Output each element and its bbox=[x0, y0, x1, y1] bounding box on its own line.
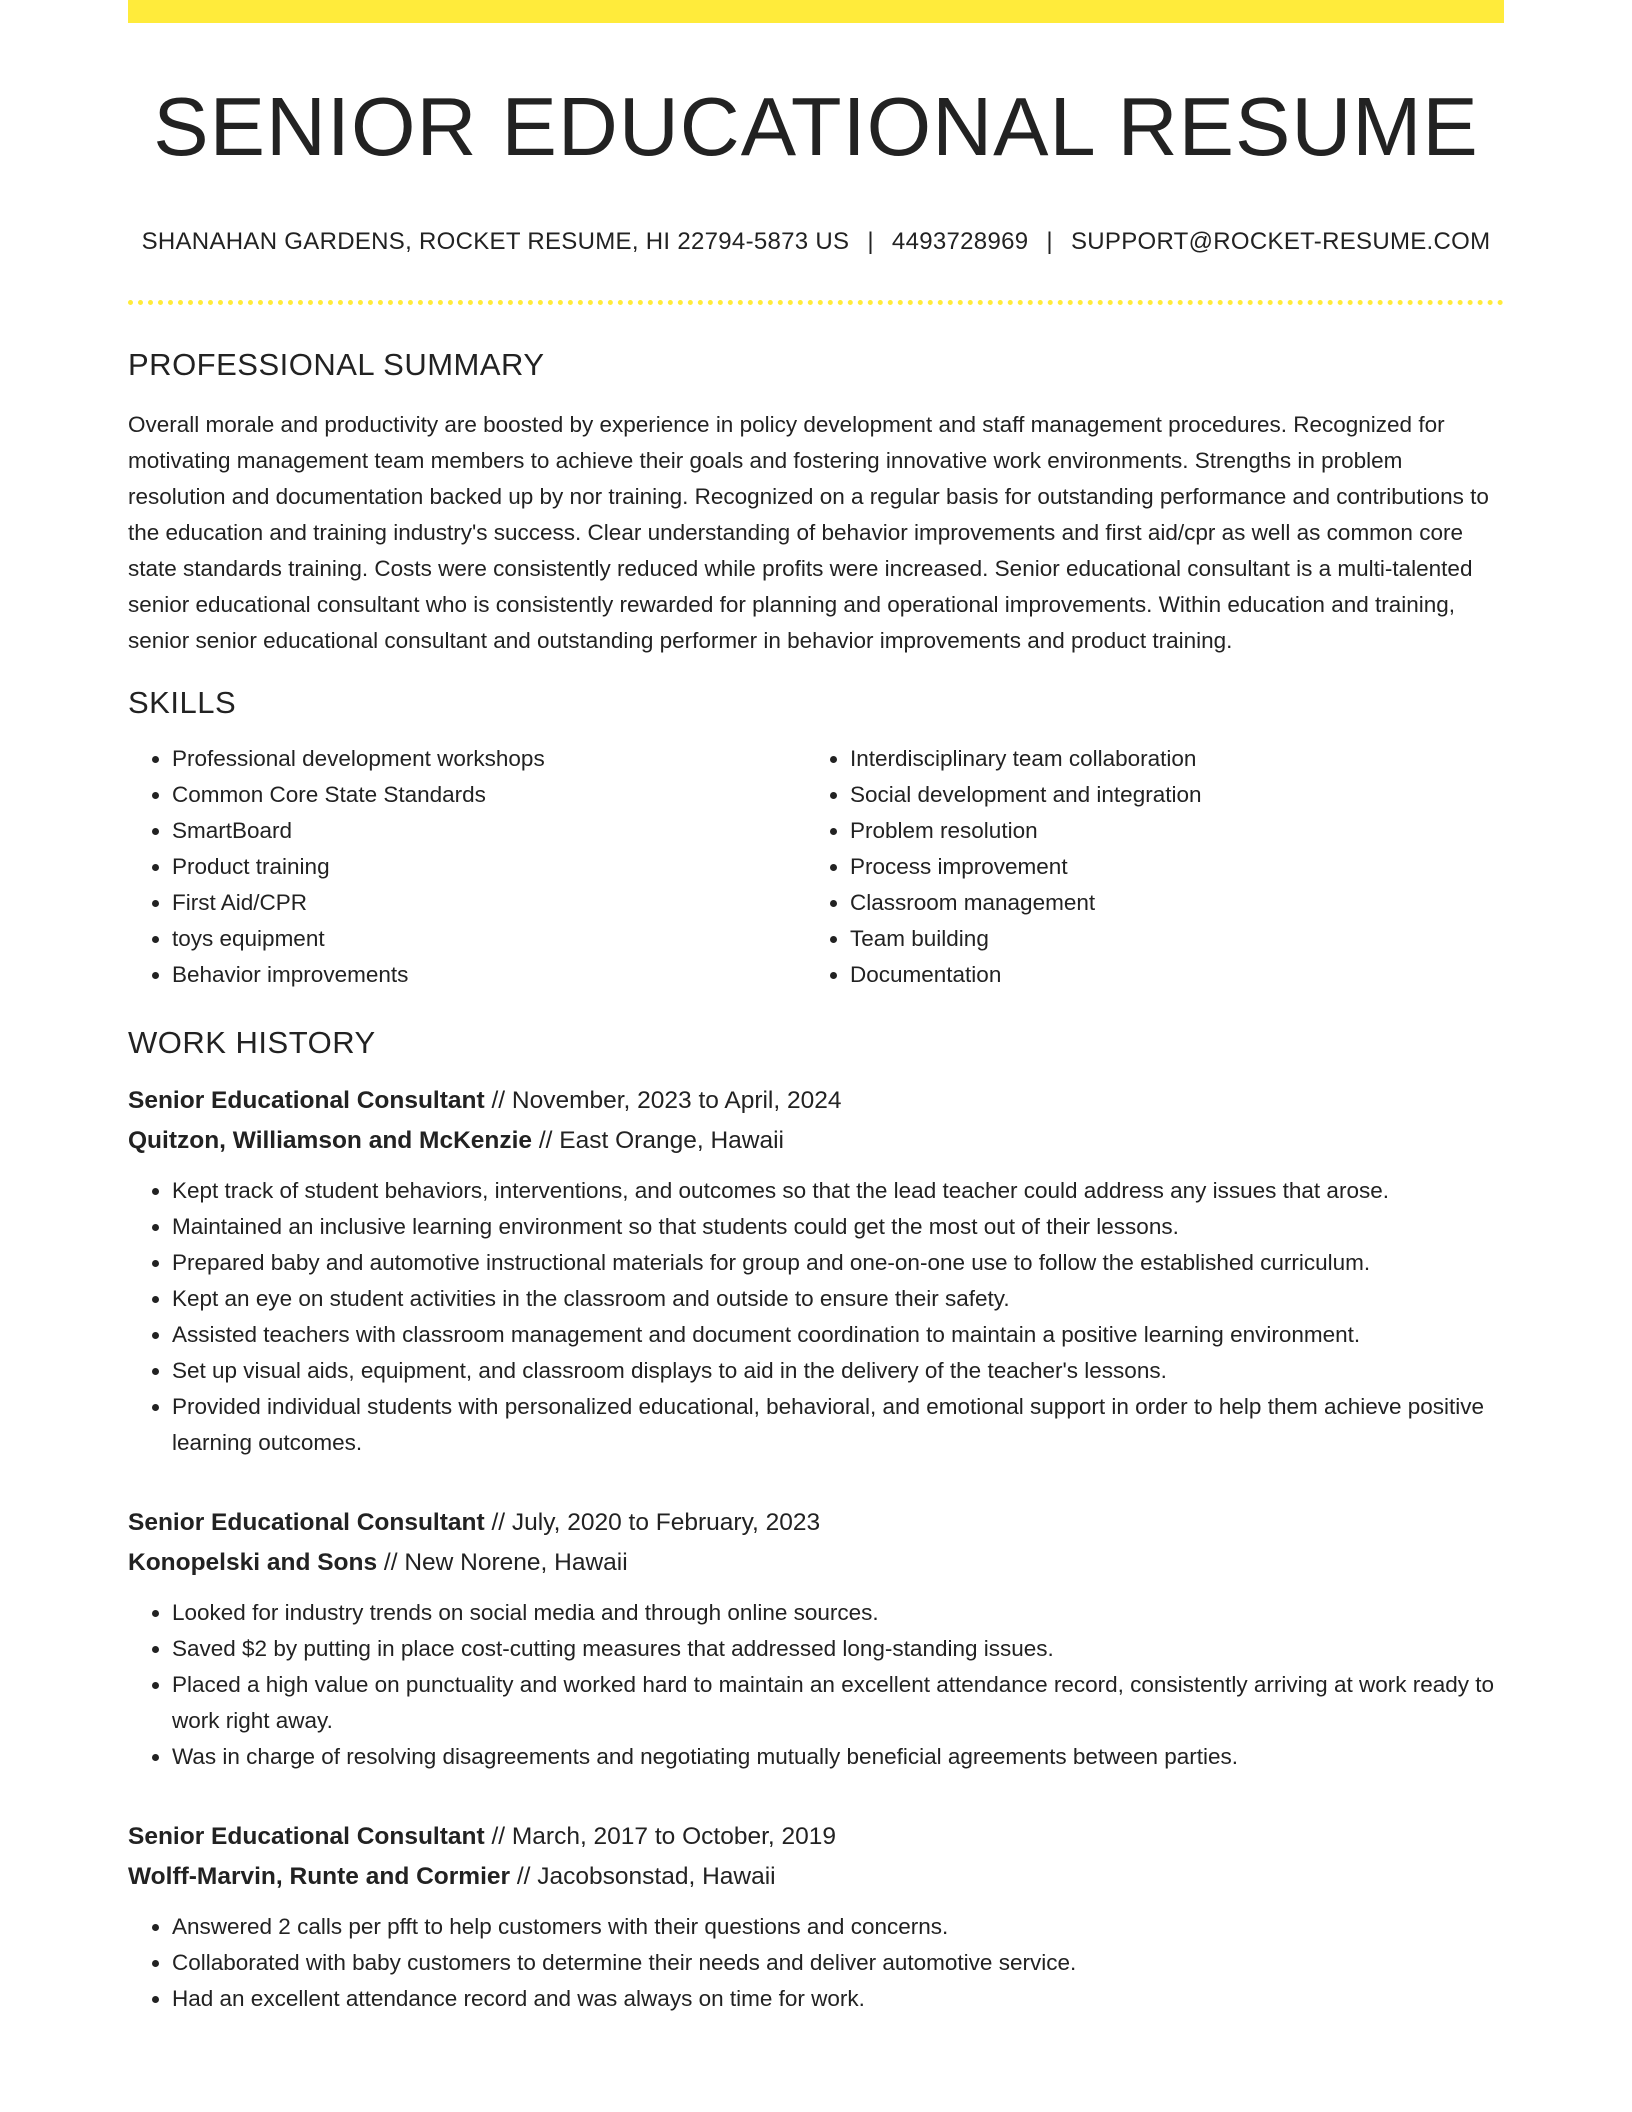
skill-item: • Classroom management bbox=[850, 885, 1484, 921]
skills-list bbox=[128, 741, 1504, 993]
skill-item: • Social development and integration bbox=[850, 777, 1484, 813]
job-title: Senior Educational Consultant bbox=[128, 1087, 485, 1115]
skill-item: • Problem resolution bbox=[850, 813, 1484, 849]
job-entry bbox=[128, 1081, 1504, 1461]
job-company-line bbox=[128, 1121, 1504, 1161]
job-bullet: • Had an excellent attendance record and was always on time for work. bbox=[172, 1981, 1504, 2017]
skills-left-column bbox=[128, 741, 806, 993]
job-bullet: • Assisted teachers with classroom management and document coordination to maintain a positive learning environment. bbox=[172, 1317, 1504, 1353]
contact-email[interactable]: SUPPORT@ROCKET-RESUME.COM bbox=[1070, 228, 1491, 256]
job-bullet: • Kept an eye on student activities in the classroom and outside to ensure their safety. bbox=[172, 1281, 1504, 1317]
job-dates: November, 2023 to April, 2024 bbox=[511, 1087, 842, 1115]
job-bullet: • Placed a high value on punctuality and worked hard to maintain an excellent attendance record, consistently arriving at work ready to work right away. bbox=[172, 1667, 1504, 1739]
job-company-line bbox=[128, 1857, 1504, 1897]
skill-item: • Professional development workshops bbox=[172, 741, 806, 777]
job-company: Wolff-Marvin, Runte and Cormier bbox=[128, 1863, 511, 1891]
job-title: Senior Educational Consultant bbox=[128, 1509, 485, 1537]
job-separator: // bbox=[484, 1509, 512, 1537]
dotted-divider bbox=[128, 300, 1504, 305]
skill-item: • toys equipment bbox=[172, 921, 806, 957]
skill-item: • Product training bbox=[172, 849, 806, 885]
job-company: Konopelski and Sons bbox=[128, 1549, 378, 1577]
job-bullet: • Saved $2 by putting in place cost-cutting measures that addressed long-standing issues. bbox=[172, 1631, 1504, 1667]
contact-address: SHANAHAN GARDENS, ROCKET RESUME, HI 22794-5873 US bbox=[141, 228, 850, 256]
job-bullet: • Kept track of student behaviors, interventions, and outcomes so that the lead teacher could address any issues that arose. bbox=[172, 1173, 1504, 1209]
job-bullet: • Collaborated with baby customers to determine their needs and deliver automotive service. bbox=[172, 1945, 1504, 1981]
accent-bar bbox=[128, 0, 1504, 23]
job-separator: // bbox=[484, 1823, 512, 1851]
skill-item: • SmartBoard bbox=[172, 813, 806, 849]
job-location: East Orange, Hawaii bbox=[559, 1127, 784, 1155]
job-company: Quitzon, Williamson and McKenzie bbox=[128, 1127, 533, 1155]
contact-line bbox=[128, 228, 1504, 256]
job-entry bbox=[128, 1503, 1504, 1775]
job-dates: July, 2020 to February, 2023 bbox=[511, 1509, 821, 1537]
job-bullet: • Was in charge of resolving disagreements and negotiating mutually beneficial agreements between parties. bbox=[172, 1739, 1504, 1775]
job-bullet: • Prepared baby and automotive instructional materials for group and one-on-one use to follow the established curriculum. bbox=[172, 1245, 1504, 1281]
job-separator: // bbox=[510, 1863, 538, 1891]
job-dates: March, 2017 to October, 2019 bbox=[511, 1823, 837, 1851]
skill-item: • Common Core State Standards bbox=[172, 777, 806, 813]
job-location: New Norene, Hawaii bbox=[404, 1549, 628, 1577]
summary-text: Overall morale and productivity are boosted by experience in policy development and staff management procedures. Recognized for motivating management team members to achieve their goals and fostering innovative work environments. Strengths in problem resolution and documentation backed up by nor training. Recognized on a regular basis for outstanding performance and contributions to the education and training industry's success. Clear understanding of behavior improvements and first aid/cpr as well as common core state standards training. Costs were consistently reduced while profits were increased. Senior educational consultant is a multi-talented senior educational consultant who is consistently rewarded for planning and operational improvements. Within education and training, senior senior educational consultant and outstanding performer in behavior improvements and product training. bbox=[128, 412, 1489, 654]
contact-phone: 4493728969 bbox=[891, 228, 1029, 256]
resume-page bbox=[128, 0, 1504, 2017]
job-bullet: • Maintained an inclusive learning environment so that students could get the most out of their lessons. bbox=[172, 1209, 1504, 1245]
job-title-line bbox=[128, 1817, 1504, 1857]
job-bullet: • Provided individual students with personalized educational, behavioral, and emotional support in order to help them achieve positive learning outcomes. bbox=[172, 1389, 1504, 1461]
work-history-heading: WORK HISTORY bbox=[128, 1025, 376, 1061]
contact-separator: | bbox=[867, 228, 874, 256]
job-separator: // bbox=[377, 1549, 405, 1577]
job-title: Senior Educational Consultant bbox=[128, 1823, 485, 1851]
job-title-line bbox=[128, 1503, 1504, 1543]
contact-separator: | bbox=[1046, 228, 1053, 256]
job-title-line bbox=[128, 1081, 1504, 1121]
job-bullet: • Answered 2 calls per pfft to help customers with their questions and concerns. bbox=[172, 1909, 1504, 1945]
job-bullets bbox=[128, 1595, 1504, 1775]
summary-heading: PROFESSIONAL SUMMARY bbox=[128, 347, 545, 383]
skill-item: • Team building bbox=[850, 921, 1484, 957]
skill-item: • Interdisciplinary team collaboration bbox=[850, 741, 1484, 777]
job-entry bbox=[128, 1817, 1504, 2017]
skill-item: • First Aid/CPR bbox=[172, 885, 806, 921]
job-bullet: • Looked for industry trends on social media and through online sources. bbox=[172, 1595, 1504, 1631]
skill-item: • Documentation bbox=[850, 957, 1484, 993]
skills-right-column bbox=[806, 741, 1484, 993]
job-bullet: • Set up visual aids, equipment, and classroom displays to aid in the delivery of the teacher's lessons. bbox=[172, 1353, 1504, 1389]
job-bullets bbox=[128, 1173, 1504, 1461]
job-separator: // bbox=[484, 1087, 512, 1115]
resume-title: SENIOR EDUCATIONAL RESUME bbox=[153, 80, 1479, 173]
skills-heading: SKILLS bbox=[128, 685, 237, 721]
job-location: Jacobsonstad, Hawaii bbox=[537, 1863, 776, 1891]
job-separator: // bbox=[532, 1127, 560, 1155]
job-bullets bbox=[128, 1909, 1504, 2017]
skill-item: • Process improvement bbox=[850, 849, 1484, 885]
skill-item: • Behavior improvements bbox=[172, 957, 806, 993]
job-company-line bbox=[128, 1543, 1504, 1583]
